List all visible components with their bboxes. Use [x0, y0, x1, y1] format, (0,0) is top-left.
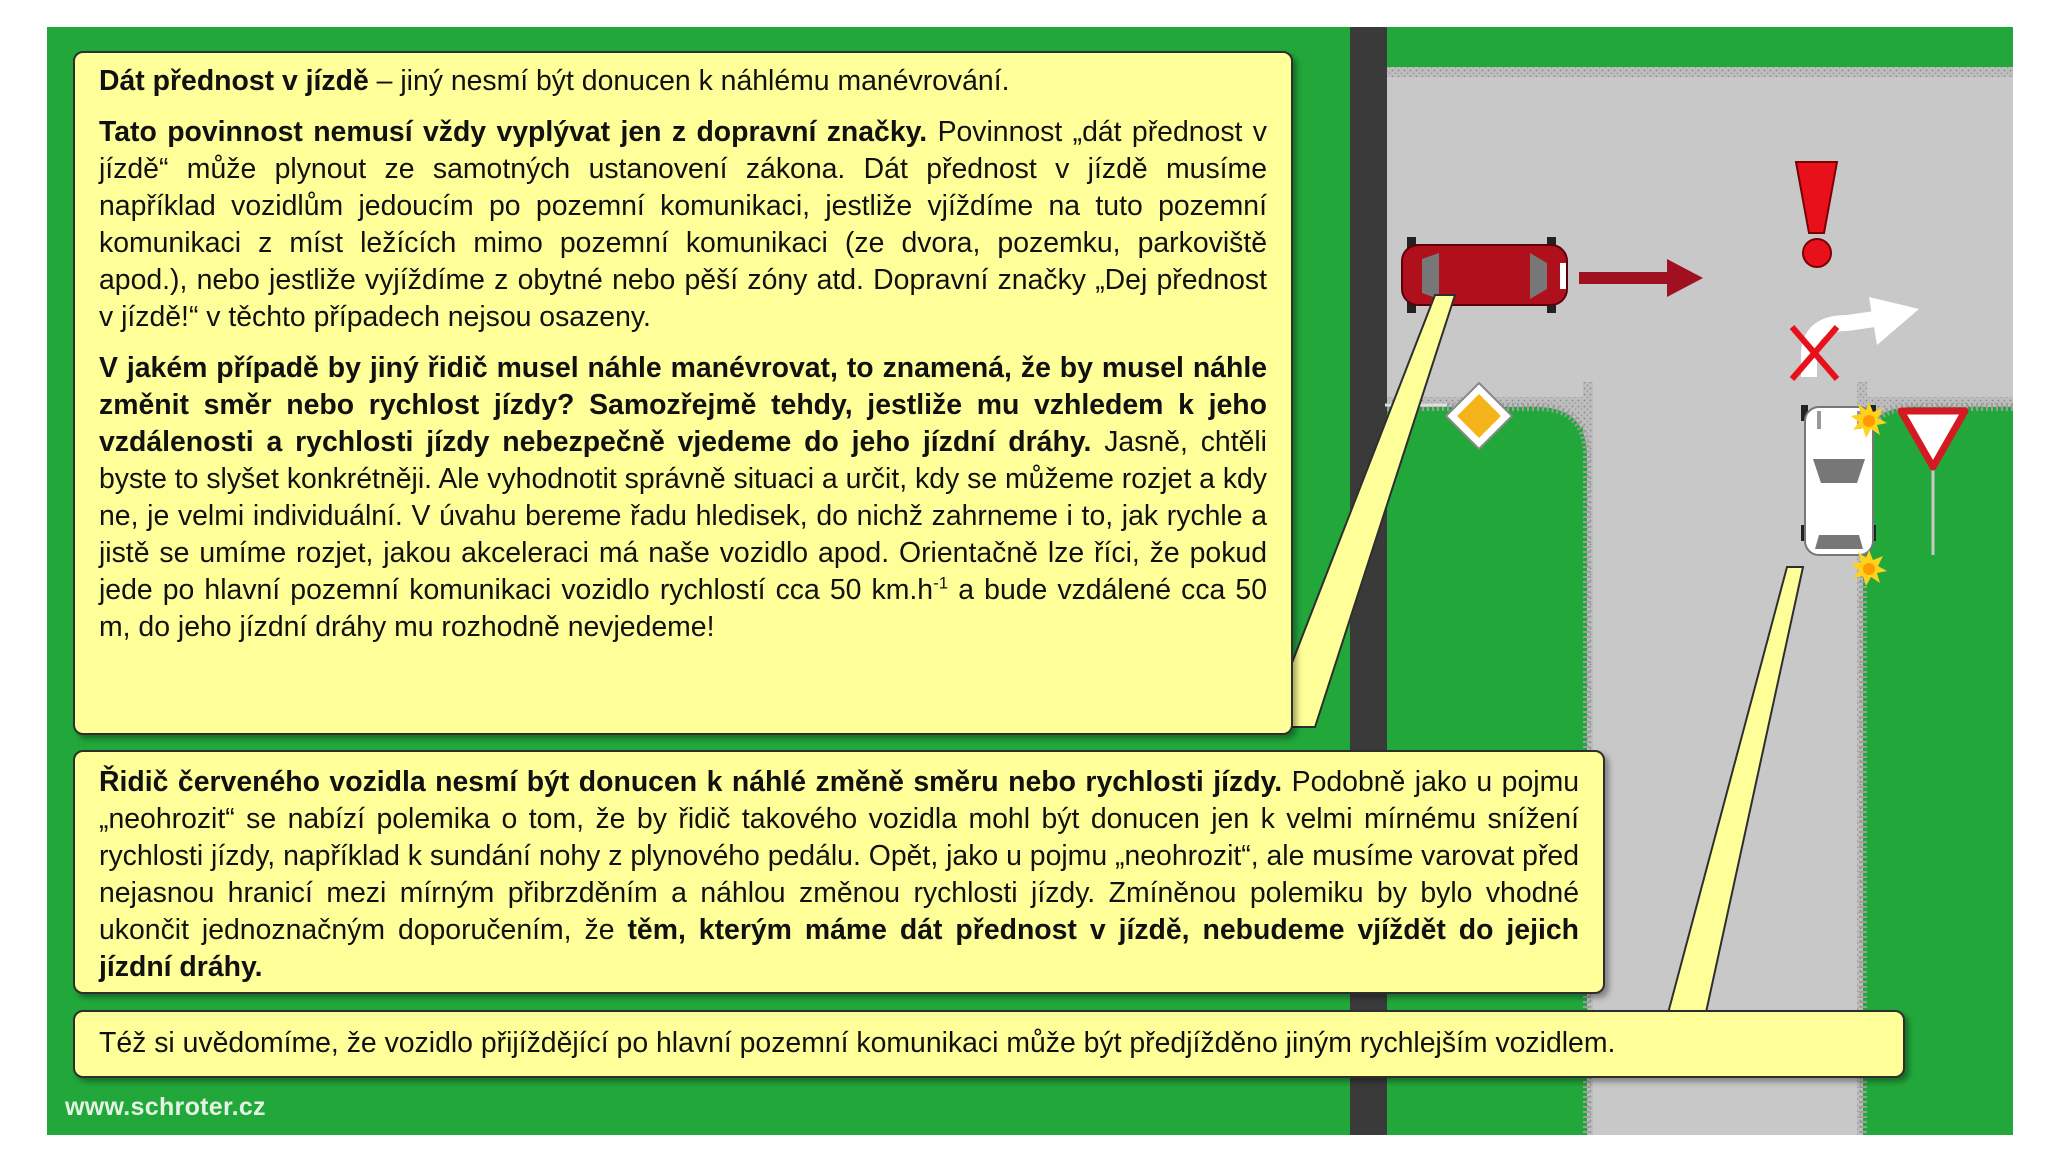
unit-exponent: -1 [933, 573, 949, 593]
red-car-text: Podobně jako u pojmu „neohrozit“ se nabízí polemika o tom, že by řidič takového vozidla mohl být donucen jen k velmi mírnému snížení rychlosti jízdy, například k sundání nohy z plynového pedálu. Opět, jako u pojmu „neohrozit“, ale musíme varovat před nejasnou hranicí mezi mírným přibrzděním a náhlou změnou rychlosti jízdy. Zmíněnou polemiku by bylo vhodné ukončit jednoznačným doporučením, že [99, 766, 1580, 946]
red-car-heading: Řidič červeného vozidla nesmí být donucen k náhlé změně směru nebo rychlosti jízdy. [99, 766, 1283, 798]
manoeuvre-question: V jakém případě by jiný řidič musel náhle manévrovat, to znamená, že by musel náhle změnit směr nebo rychlost jízdy? Samozřejmě tehdy, jestliže mu vzhledem k jeho vzdálenosti a rychlosti jízdy nebezpečně vjedeme do jeho jízdní dráhy. [99, 352, 1267, 458]
callout-give-way-definition [73, 51, 1293, 735]
main-road [1387, 77, 2013, 397]
obligation-text: Povinnost „dát přednost v jízdě“ může plynout ze samotných ustanovení zákona. Dát přednost v jízdě musíme například vozidlům jedoucím po pozemní komunikaci, jestliže vjíždíme na tuto pozemní komunikaci z míst ležících mimo pozemní komunikaci (ze dvora, pozemku, parkoviště apod.), nebo jestliže vyjíždíme z obytné nebo pěší zóny atd. Dopravní značky „Dej přednost v jízdě!“ v těchto případech nejsou osazeny. [99, 116, 1267, 333]
footer-website[interactable]: www.schroter.cz [65, 1093, 266, 1121]
paragraph-red-car [99, 764, 1579, 986]
red-car-conclusion: těm, kterým máme dát přednost v jízdě, nebudeme vjíždět do jejich jízdní dráhy. [99, 914, 1579, 983]
obligation-heading: Tato povinnost nemusí vždy vyplývat jen z dopravní značky. [99, 116, 928, 148]
manoeuvre-text-tail: a bude vzdálené cca 50 m, do jeho jízdní dráhy mu rozhodně nevjedeme! [99, 574, 1267, 643]
paragraph-sudden-manoeuvre [99, 350, 1267, 646]
overtaking-note-text: Též si uvědomíme, že vozidlo přijíždějící po hlavní pozemní komunikaci může být předjížděno jiným rychlejším vozidlem. [99, 1027, 1616, 1059]
paragraph-obligation [99, 114, 1267, 336]
red-car [1402, 237, 1567, 313]
manoeuvre-text: Jasně, chtěli byste to slyšet konkrétněji. Ale vyhodnotit správně situaci a určit, kdy se můžeme rozjet a kdy ne, je velmi individuální. V úvahu bereme řadu hledisek, do nichž zahrneme i to, jak rychle a jistě se umíme rozjet, jakou akceleraci má naše vozidlo apod. Orientačně lze říci, že pokud jede po hlavní pozemní komunikaci vozidlo rychlostí cca 50 km.h [99, 426, 1267, 606]
paragraph-definition [99, 63, 1267, 100]
slide [47, 27, 2013, 1135]
callout-red-car [73, 750, 1605, 994]
definition-text: – jiný nesmí být donucen k náhlému manévrování. [368, 65, 1010, 97]
callout-overtaking-note [73, 1010, 1905, 1078]
definition-term: Dát přednost v jízdě [99, 65, 369, 97]
